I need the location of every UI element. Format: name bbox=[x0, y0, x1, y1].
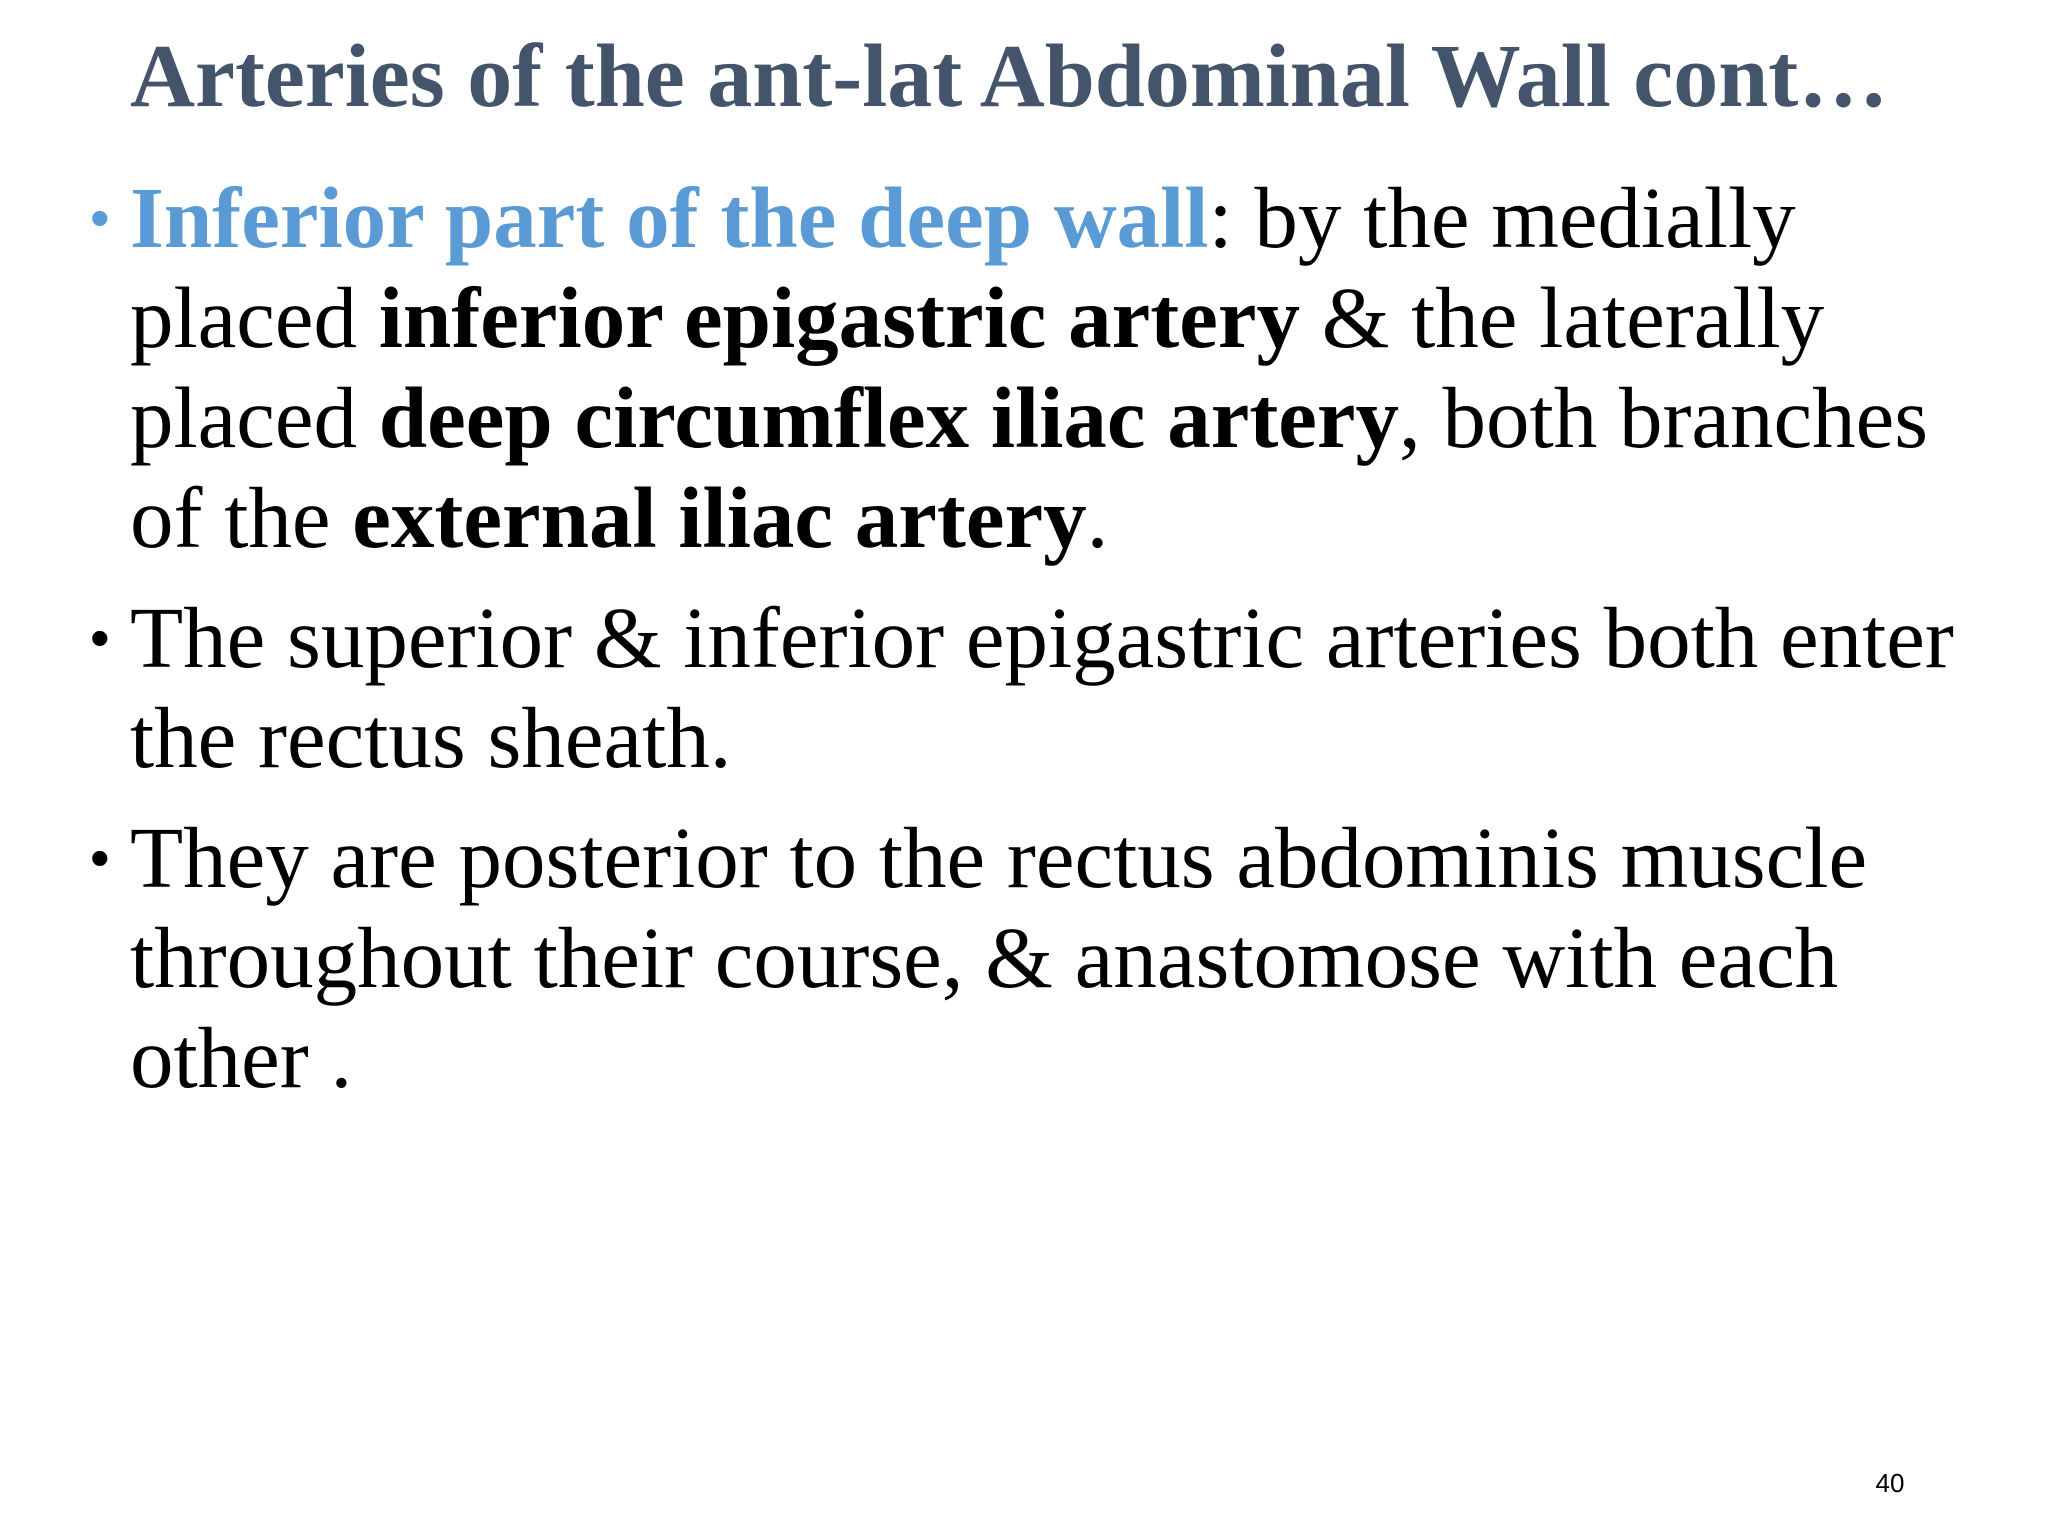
bullet-item-epigastric-arteries bbox=[0, 588, 2048, 788]
bullet-item-inferior-deep-wall bbox=[0, 168, 2048, 568]
bold-term: deep circumflex iliac artery bbox=[378, 369, 1400, 466]
bullet-marker: • bbox=[90, 826, 110, 889]
text-span: , both branches of the bbox=[130, 369, 1929, 566]
slide-title: Arteries of the ant-lat Abdominal Wall cont… bbox=[130, 27, 1889, 126]
bold-term: external iliac artery bbox=[352, 469, 1087, 566]
highlighted-term: Inferior part of the deep wall bbox=[130, 169, 1209, 266]
text-span: The superior & inferior epigastric arteries both enter the rectus sheath. bbox=[130, 589, 1954, 786]
text-span: . bbox=[1086, 469, 1109, 566]
text-span: They are posterior to the rectus abdominis muscle throughout their course, & anastomose with each other . bbox=[130, 809, 1868, 1106]
bullet-marker: • bbox=[90, 186, 110, 249]
bullet-marker: • bbox=[90, 606, 110, 669]
bold-term: inferior epigastric artery bbox=[378, 269, 1300, 366]
text-span: & the laterally placed bbox=[130, 269, 1825, 466]
text-span: : by the medially placed bbox=[130, 169, 1796, 366]
page-number: 40 bbox=[1875, 1468, 1905, 1498]
bullet-list bbox=[0, 168, 2048, 1108]
bullet-item-posterior-course bbox=[0, 808, 2048, 1108]
